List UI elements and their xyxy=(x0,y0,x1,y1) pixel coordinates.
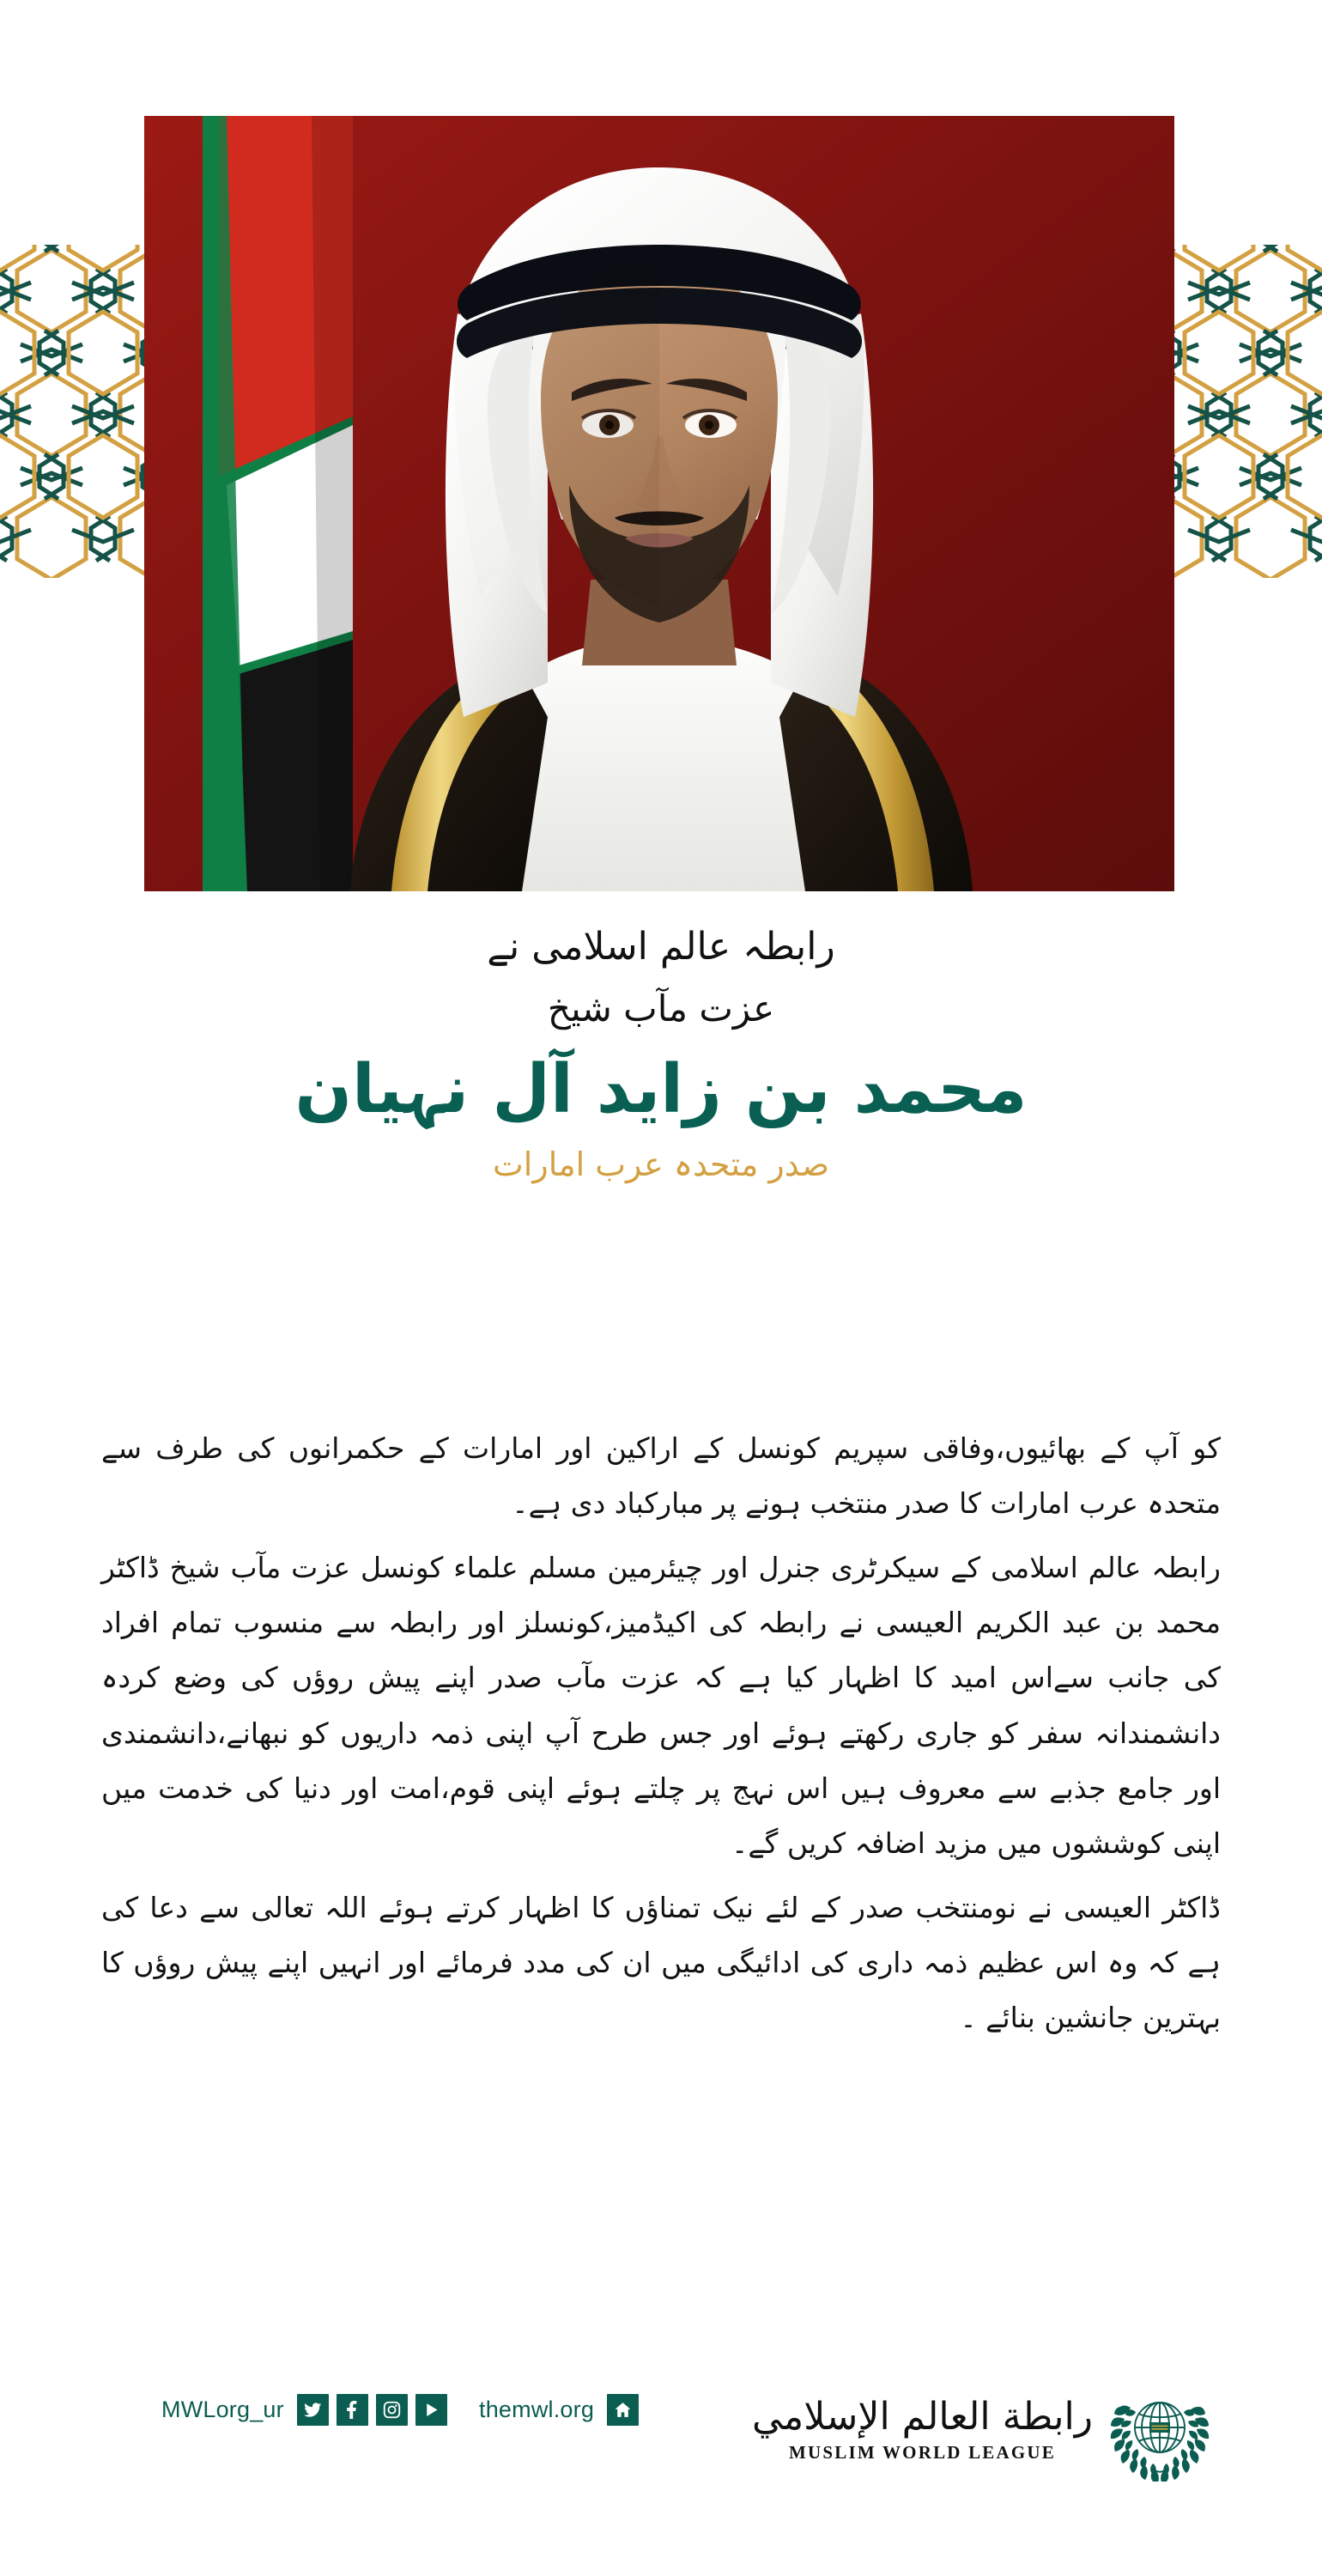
body-paragraph-3: ڈاکٹر العیسی نے نومنتخب صدر کے لئے نیک تمناؤں کا اظہار کرتے ہوئے اللہ تعالی سے دعا کی ہے کہ وہ اس عظیم ذمہ داری کی ادائیگی میں ان کی مدد فرمائے اور انہیں اپنے پیش روؤں کا بہترین جانشین بنائے ۔ xyxy=(101,1890,1221,2035)
globe-and-laurel-wreath-emblem xyxy=(1108,2379,1211,2482)
social-handle: MWLorg_ur xyxy=(161,2397,284,2422)
heading-line-1: رابطہ عالم اسلامی نے xyxy=(487,925,835,969)
social-links-group xyxy=(161,2394,447,2426)
instagram-icon[interactable] xyxy=(376,2394,408,2426)
mwl-logo-english: MUSLIM WORLD LEAGUE xyxy=(789,2441,1056,2463)
footer xyxy=(0,2379,1322,2507)
facebook-icon[interactable] xyxy=(337,2394,368,2426)
body-text xyxy=(101,1421,1221,2055)
heading-block xyxy=(0,923,1322,1186)
portrait-photo xyxy=(144,116,1174,891)
twitter-icon[interactable] xyxy=(297,2394,329,2426)
mwl-logo-arabic: رابطة العالم الإسلامي xyxy=(752,2395,1094,2439)
honoree-title: صدر متحدہ عرب امارات xyxy=(493,1145,829,1184)
heading-line-2: عزت مآب شیخ xyxy=(547,987,775,1030)
decorative-pattern-right xyxy=(1167,245,1322,578)
body-paragraph-1: کو آپ کے بھائیوں،وفاقی سپریم کونسل کے اراکین اور امارات کے حکمرانوں کی طرف سے متحدہ عرب امارات کا صدر منتخب ہونے پر مبارکباد دی ہے۔ xyxy=(101,1431,1221,1521)
body-paragraph-2: رابطہ عالم اسلامی کے سیکرٹری جنرل اور چیئرمین مسلم علماء کونسل عزت مآب شیخ ڈاکٹر محمد بن عبد الکریم العیسی نے رابطہ کی اکیڈمیز،کونسلز اور رابطہ سے منسوب تمام افراد کی جانب سے‌اس امید کا اظہار کیا ہے کہ عزت مآب صدر اپنے پیش روؤں کی وضع کردہ دانشمندانہ سفر کو جاری رکھتے ہوئے اور جس طرح آپ اپنی ذمہ داریوں کو نبھانے،دانشمندی اور جامع جذبے سے معروف ہیں اس نہج پر چلتے ہوئے اپنی قوم،امت اور دنیا کی خدمت میں اپنی کوششوں میں مزید اضافہ کریں گے۔ xyxy=(101,1550,1221,1861)
mwl-logo-text xyxy=(752,2397,1093,2463)
website-url: themwl.org xyxy=(479,2397,595,2422)
honoree-name: محمد بن زاید آل نہیان xyxy=(294,1050,1028,1128)
mwl-logo xyxy=(752,2379,1211,2482)
home-icon[interactable] xyxy=(607,2394,639,2426)
decorative-pattern-left xyxy=(0,245,155,578)
website-group xyxy=(479,2394,639,2426)
youtube-icon[interactable] xyxy=(415,2394,447,2426)
